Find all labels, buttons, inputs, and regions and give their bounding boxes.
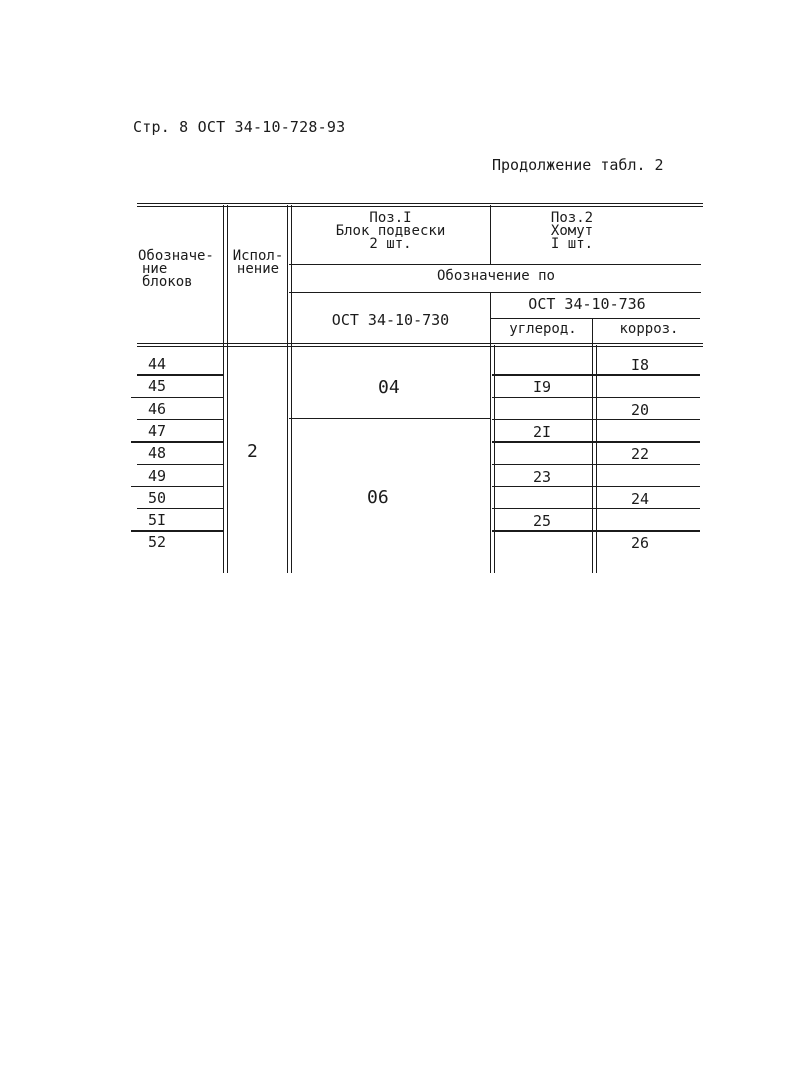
header-pos2-line1: Поз.2	[550, 210, 594, 226]
row-rule-pos2	[492, 419, 700, 420]
row-rule-pos2	[492, 486, 700, 487]
header-pos2	[492, 212, 652, 251]
block-number: 46	[148, 399, 167, 418]
header-designation	[138, 250, 222, 289]
corros-value: 22	[631, 445, 650, 464]
header-pos1-line2: Блок подвески	[335, 223, 446, 239]
row-rule-pos2	[492, 464, 700, 465]
header-pos1-line3: 2 шт.	[369, 236, 412, 252]
block-number: 49	[148, 466, 167, 485]
header-pos2-line2: Хомут	[550, 223, 594, 239]
row-rule-pos2	[492, 397, 700, 398]
carbon-value: I9	[533, 378, 552, 397]
pos1-value-04: 04	[378, 377, 400, 398]
header-carbon: углерод.	[509, 321, 577, 337]
row-rule	[137, 374, 223, 375]
table-top-rule	[137, 203, 703, 204]
block-number: 52	[148, 533, 167, 552]
header-std-pos2: ОСТ 34-10-736	[528, 295, 646, 313]
header-execution-line2: нение	[236, 261, 280, 277]
row-rule	[131, 397, 223, 398]
execution-value: 2	[247, 441, 258, 462]
header-rule-2	[289, 292, 701, 293]
header-corros: корроз.	[619, 321, 679, 337]
header-designation-line3: блоков	[142, 274, 193, 290]
block-number: 45	[148, 377, 167, 396]
row-rule	[137, 508, 223, 509]
col-divider-2	[287, 205, 288, 573]
header-bottom-rule-2	[137, 346, 703, 347]
row-rule	[137, 419, 223, 420]
header-rule-1	[289, 264, 701, 265]
corros-value: 26	[631, 534, 650, 553]
header-bottom-rule	[137, 343, 703, 344]
header-rule-3	[490, 318, 700, 319]
table-continuation-label: Продолжение табл. 2	[492, 156, 664, 174]
header-std-pos1: ОСТ 34-10-730	[331, 311, 450, 329]
header-pos1	[292, 212, 489, 251]
row-rule	[137, 464, 223, 465]
col-divider-4b	[596, 345, 597, 573]
header-pos1-line1: Поз.I	[369, 210, 412, 226]
block-number: 47	[148, 421, 167, 440]
header-execution-line1: Испол-	[232, 248, 284, 264]
pos1-value-06: 06	[367, 487, 389, 508]
row-rule	[131, 530, 223, 531]
header-designation-per: Обозначение по	[436, 268, 555, 284]
carbon-value: 25	[533, 512, 552, 531]
row-rule-pos2	[492, 441, 700, 442]
header-designation-line1: Обозначе-	[138, 248, 214, 264]
block-number: 44	[148, 355, 167, 373]
col-divider-3b	[494, 345, 495, 573]
row-rule-pos2	[492, 508, 700, 509]
corros-value: 24	[631, 489, 650, 508]
corros-value: I8	[631, 356, 650, 374]
col-divider-1	[223, 205, 224, 573]
table-top-rule-2	[137, 206, 703, 207]
row-rule	[131, 486, 223, 487]
pos1-group-rule	[289, 418, 490, 419]
col-divider-2b	[291, 205, 292, 573]
block-number: 50	[148, 488, 167, 507]
corros-value: 20	[631, 400, 650, 419]
block-number: 48	[148, 444, 167, 463]
col-divider-4	[592, 318, 593, 573]
header-pos2-line3: I шт.	[550, 236, 594, 252]
row-rule	[131, 441, 223, 442]
page-reference: Стр. 8 ОСТ 34-10-728-93	[133, 118, 346, 136]
header-designation-line2: ние	[142, 261, 168, 277]
header-execution	[229, 250, 287, 276]
row-rule-pos2	[492, 530, 700, 531]
row-rule-pos2	[492, 374, 700, 375]
carbon-value: 23	[533, 467, 552, 486]
carbon-value: 2I	[533, 422, 552, 441]
block-number: 5I	[148, 511, 167, 530]
